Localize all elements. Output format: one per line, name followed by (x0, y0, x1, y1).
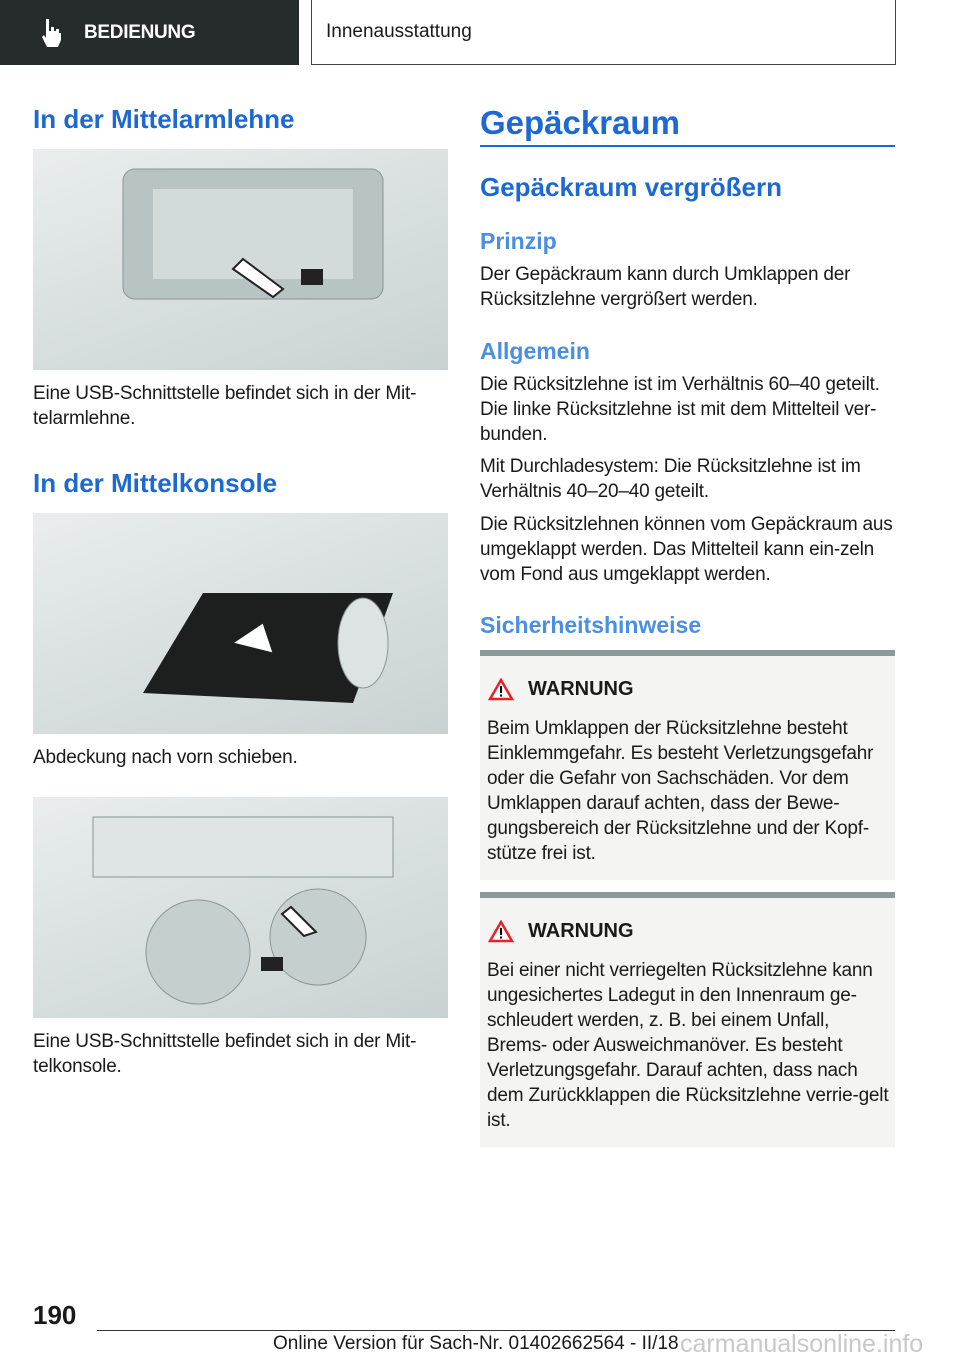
page-number: 190 (33, 1300, 77, 1330)
chapter-title: Innenausstattung (311, 0, 896, 65)
title-rule (480, 145, 895, 147)
warning-box-1 (480, 650, 895, 880)
prinzip-text: Der Gepäckraum kann durch Umklappen der Rücksitzlehne vergrößert werden. (480, 264, 851, 310)
console-text-2: Eine USB-Schnittstelle befindet sich in der Mit-telkonsole. (33, 1031, 417, 1077)
warning-text: Bei einer nicht verriegelten Rücksitzlehne kann ungesichertes Ladegut in den Innenraum ge-schleudert werden, z. B. bei einem Unfall, Brems- oder Ausweichmanöver. Es besteht Verletzungsgefahr. Darauf achten, dass nach dem Zurückklappen die Rücksitzlehne verrie-gelt ist. (487, 960, 889, 1131)
warning-box-2 (480, 892, 895, 1147)
console-usb-image (33, 797, 448, 1018)
allgemein-text-3: Die Rücksitzlehnen können vom Gepäckraum aus umgeklappt werden. Das Mittelteil kann ein-zeln vom Fond aus umgeklappt werden. (480, 514, 893, 585)
heading-allgemein: Allgemein (480, 338, 590, 364)
heading-sicherheit: Sicherheitshinweise (480, 612, 702, 638)
heading-prinzip: Prinzip (480, 228, 557, 254)
warning-text: Beim Umklappen der Rücksitzlehne besteht Einklemmgefahr. Es besteht Verletzungsgefahr oder die Gefahr von Sachschäden. Vor dem Umklappen darauf achten, dass der Bewe-gungsbereich der Rücksitzlehne und der Kopf-stütze frei ist. (487, 718, 874, 864)
allgemein-text-1: Die Rücksitzlehne ist im Verhältnis 60–40 geteilt. Die linke Rücksitzlehne ist mit dem Mittelteil ver-bunden. (480, 374, 880, 445)
warning-triangle-icon (488, 920, 514, 943)
armrest-text: Eine USB-Schnittstelle befindet sich in der Mit-telarmlehne. (33, 383, 417, 429)
warning-title: WARNUNG (528, 678, 634, 700)
heading-console: In der Mittelkonsole (33, 468, 278, 498)
hand-pointer-icon (40, 19, 64, 47)
watermark: carmanualsonline.info (680, 1330, 924, 1358)
allgemein-text-2: Mit Durchladesystem: Die Rücksitzlehne ist im Verhältnis 40–20–40 geteilt. (480, 456, 861, 502)
heading-armrest: In der Mittelarmlehne (33, 104, 295, 134)
console-cover-image (33, 513, 448, 734)
section-tab (0, 0, 299, 65)
page-title: Gepäckraum (480, 104, 680, 141)
footer-text: Online Version für Sach-Nr. 01402662564 - II/18 (273, 1333, 679, 1354)
section-label: BEDIENUNG (84, 21, 196, 43)
armrest-usb-image (33, 149, 448, 370)
console-text-1: Abdeckung nach vorn schieben. (33, 747, 298, 768)
warning-title: WARNUNG (528, 920, 634, 942)
warning-triangle-icon (488, 678, 514, 701)
subtitle: Gepäckraum vergrößern (480, 172, 783, 202)
